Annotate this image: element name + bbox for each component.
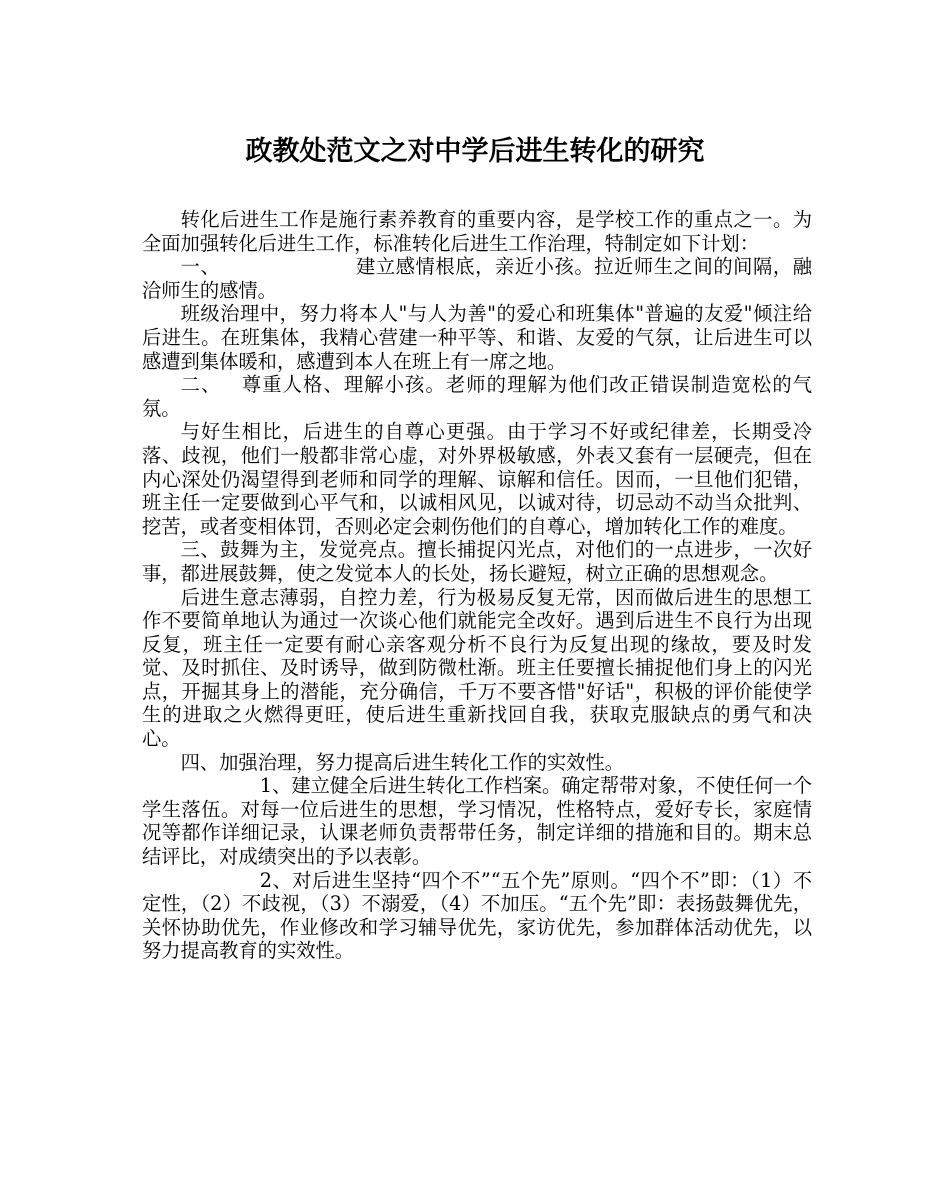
paragraph-body: 班级治理中，努力将本人"与人为善"的爱心和班集体"普遍的友爱"倾注给后进生。在班集体，我精心营建一种平等、和谐、友爱的气氛，让后进生可以感遭到集体暖和，感遭到本人在班上有一席之地。 [142,302,812,373]
paragraph-intro: 转化后进生工作是施行素养教育的重要内容，是学校工作的重点之一。为全面加强转化后进生工作，标准转化后进生工作治理，特制定如下计划： [142,208,812,255]
paragraph-body: 与好生相比，后进生的自尊心更强。由于学习不好或纪律差，长期受冷落、歧视，他们一般都非常心虚，对外界极敏感，外表又套有一层硬壳，但在内心深处仍渴望得到老师和同学的理解、谅解和信任。因而，一旦他们犯错，班主任一定要做到心平气和，以诚相风见，以诚对待，切忌动不动当众批判、挖苦，或者变相体罚，否则必定会刺伤他们的自尊心，增加转化工作的难度。 [142,420,812,538]
paragraph-section-two [142,373,812,420]
paragraph-section-one [142,255,812,302]
paragraph-item-one: 1、建立健全后进生转化工作档案。确定帮带对象，不使任何一个学生落伍。对每一位后进生的思想，学习情况，性格特点，爱好专长，家庭情况等都作详细记录，认课老师负责帮带任务，制定详细的措施和目的。期末总结评比，对成绩突出的予以表彰。 [142,774,812,869]
section-number: 二、 [180,373,222,397]
section-text: 建立感情根底，亲近小孩。拉近师生之间的间隔，融洽师生的感情。 [142,255,813,302]
paragraph-section-three: 三、鼓舞为主，发觉亮点。擅长捕捉闪光点，对他们的一点进步，一次好事，都进展鼓舞，使之发觉本人的长处，扬长避短，树立正确的思想观念。 [142,538,812,585]
paragraph-body: 后进生意志薄弱，自控力差，行为极易反复无常，因而做后进生的思想工作不要简单地认为通过一次谈心他们就能完全改好。遇到后进生不良行为出现反复，班主任一定要有耐心亲客观分析不良行为反复出现的缘故，要及时发觉、及时抓住、及时诱导，做到防微杜渐。班主任要擅长捕捉他们身上的闪光点，开掘其身上的潜能，充分确信，千万不要吝惜"好话"，积极的评价能使学生的进取之火燃得更旺，使后进生重新找回自我，获取克服缺点的勇气和决心。 [142,585,812,751]
document-body [142,208,812,963]
paragraph-item-two: 2、对后进生坚持“四个不”“五个先”原则。“四个不”即：（1）不定性，（2）不歧视，（3）不溺爱，（4）不加压。“五个先”即：表扬鼓舞优先，关怀协助优先，作业修改和学习辅导优先，家访优先，参加群体活动优先，以努力提高教育的实效性。 [142,868,812,963]
section-number: 一、 [180,255,221,279]
section-text: 尊重人格、理解小孩。老师的理解为他们改正错误制造宽松的气氛。 [142,373,813,420]
document-title: 政教处范文之对中学后进生转化的研究 [245,136,705,167]
paragraph-section-four: 四、加强治理，努力提高后进生转化工作的实效性。 [180,750,625,774]
